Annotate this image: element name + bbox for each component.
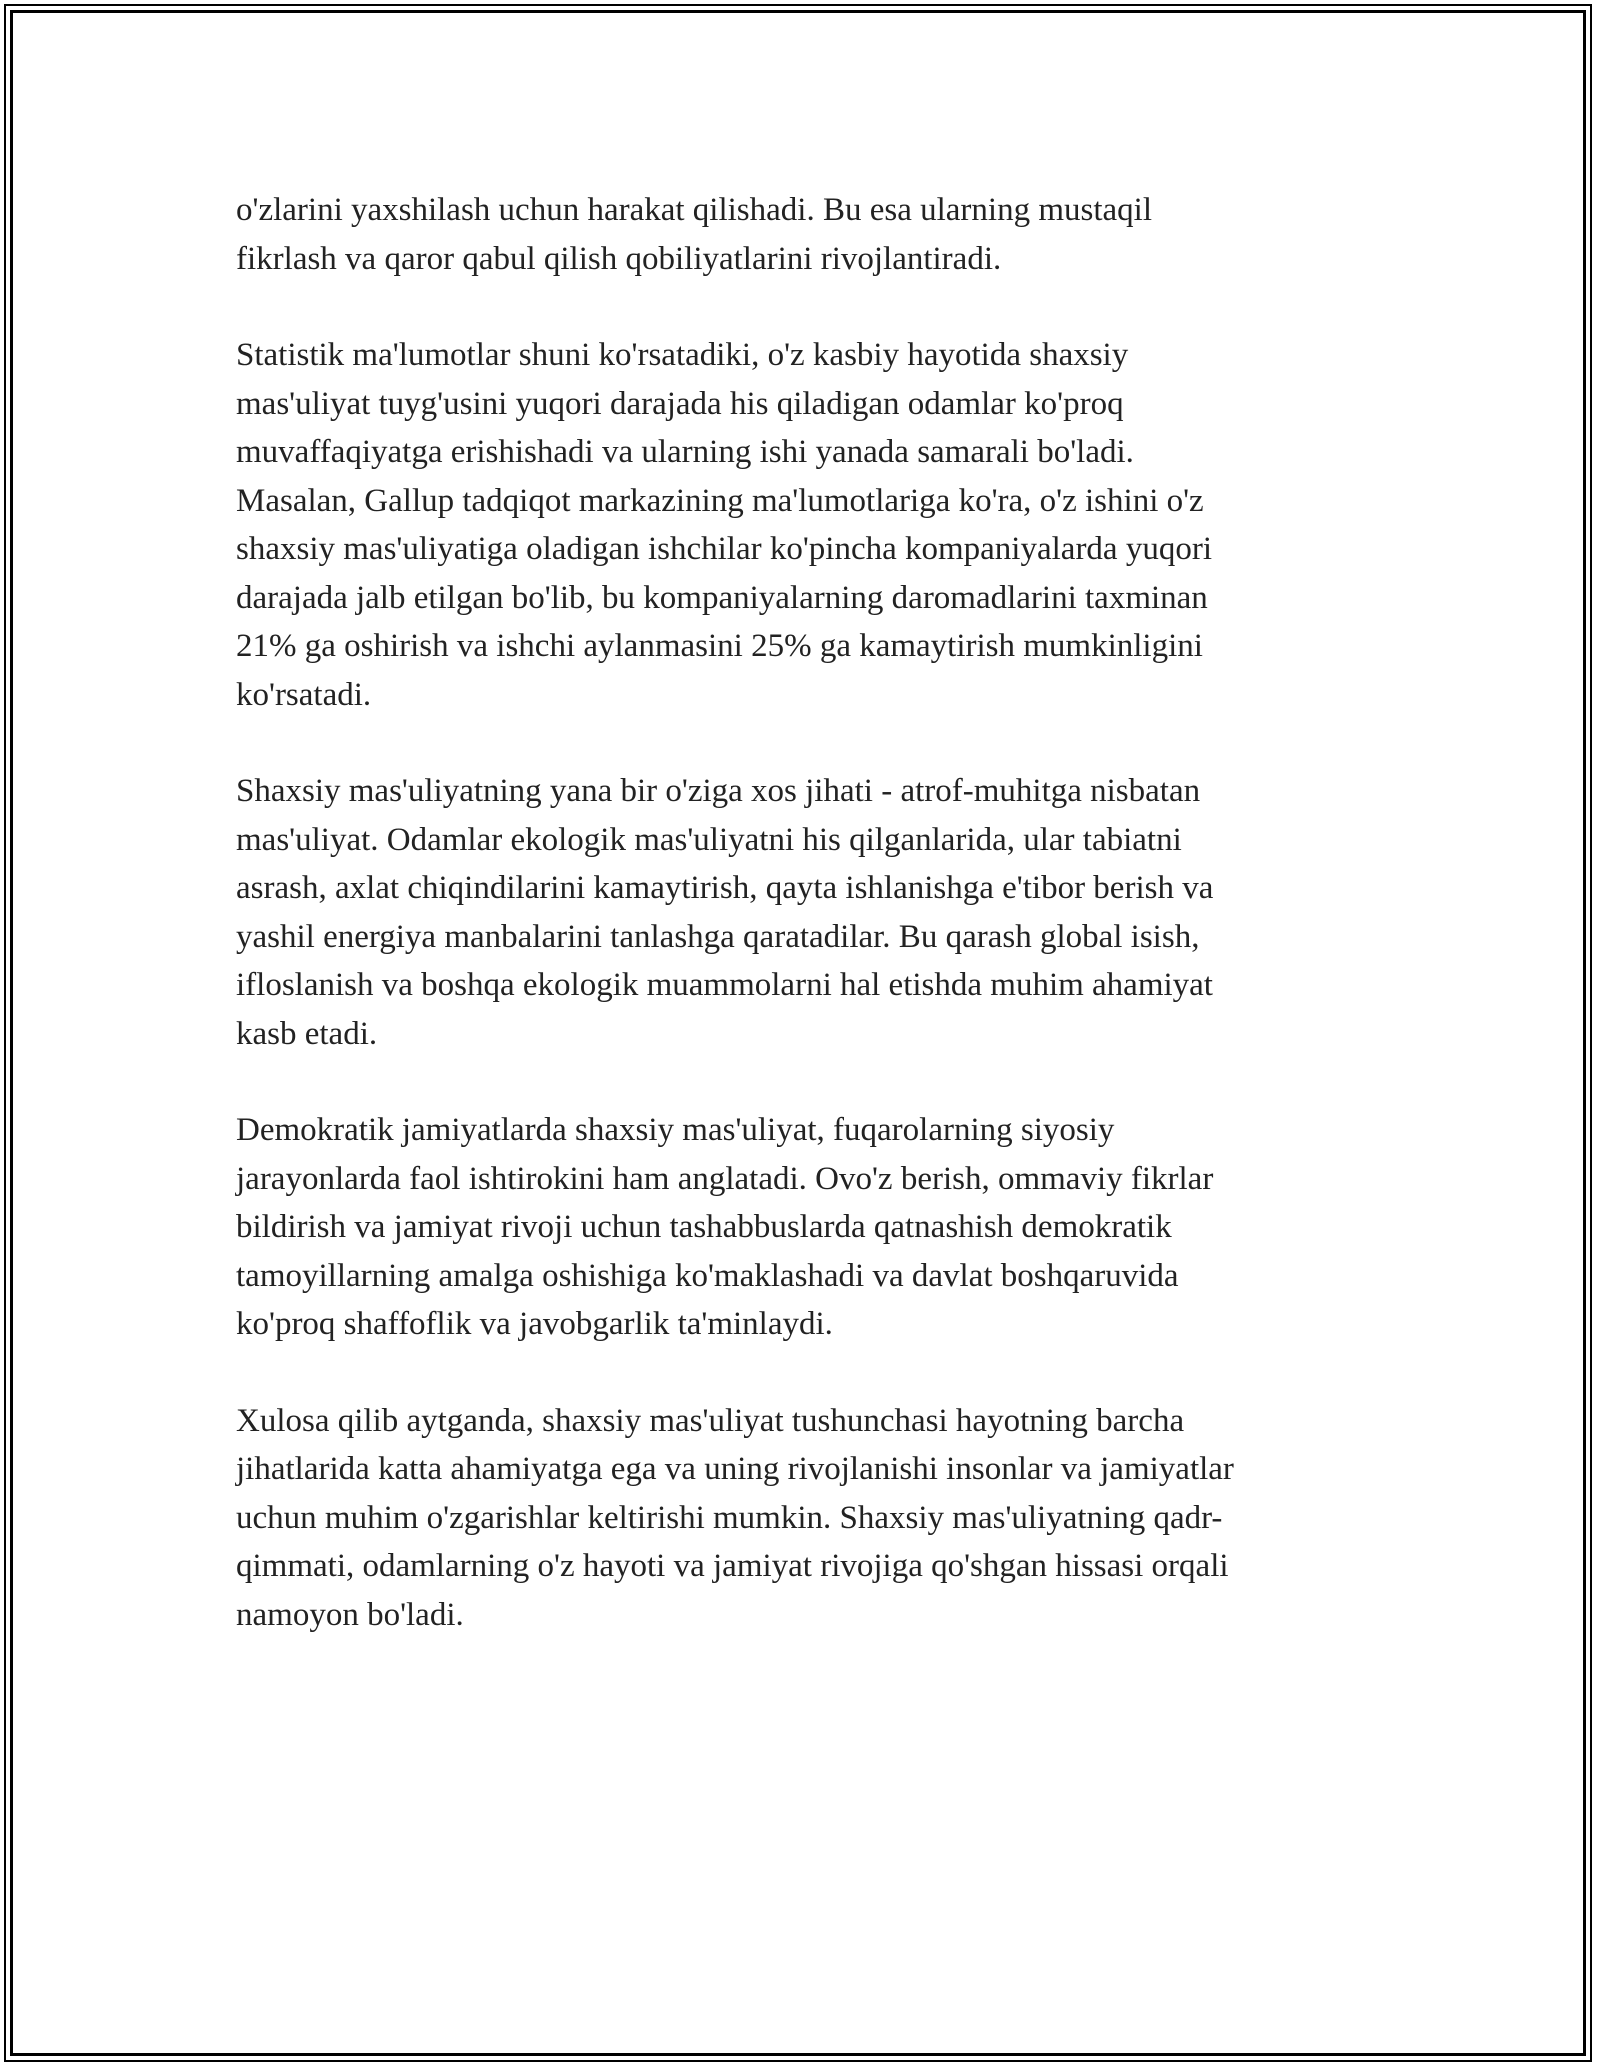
- text-line: namoyon bo'ladi.: [236, 1596, 464, 1633]
- text-line: 21% ga oshirish va ishchi aylanmasini 25% ga kamaytirish mumkinligini: [236, 628, 1203, 664]
- text-line: fikrlash va qaror qabul qilish qobiliyatlarini rivojlantiradi.: [236, 240, 1002, 277]
- text-line: bildirish va jamiyat rivoji uchun tashabbuslarda qatnashish demokratik: [236, 1209, 1172, 1245]
- text-line: o'zlarini yaxshilash uchun harakat qilishadi. Bu esa ularning mustaqil: [236, 192, 1152, 228]
- text-line: ko'rsatadi.: [236, 676, 372, 713]
- text-line: Xulosa qilib aytganda, shaxsiy mas'uliyat tushunchasi hayotning barcha: [236, 1402, 1185, 1439]
- text-line: shaxsiy mas'uliyatiga oladigan ishchilar ko'pincha kompaniyalarda yuqori: [236, 531, 1212, 567]
- paragraph-5: [236, 1397, 1356, 1640]
- paragraph-1: [236, 186, 1356, 283]
- text-line: tamoyillarning amalga oshishiga ko'maklashadi va davlat boshqaruvida: [236, 1257, 1179, 1294]
- paragraph-2: [236, 331, 1356, 719]
- document-body: [236, 186, 1356, 1687]
- text-line: jihatlarida katta ahamiyatga ega va uning rivojlanishi insonlar va jamiyatlar: [236, 1451, 1234, 1487]
- text-line: mas'uliyat. Odamlar ekologik mas'uliyatni his qilganlarida, ular tabiatni: [236, 821, 1182, 858]
- text-line: asrash, axlat chiqindilarini kamaytirish, qayta ishlanishga e'tibor berish va: [236, 870, 1214, 906]
- paragraph-4: [236, 1106, 1356, 1349]
- paragraph-3: [236, 767, 1356, 1058]
- text-line: jarayonlarda faol ishtirokini ham anglatadi. Ovo'z berish, ommaviy fikrlar: [236, 1160, 1214, 1197]
- text-line: Demokratik jamiyatlarda shaxsiy mas'uliyat, fuqarolarning siyosiy: [236, 1112, 1115, 1148]
- text-line: ko'proq shaffoflik va javobgarlik ta'minlaydi.: [236, 1306, 833, 1342]
- text-line: Shaxsiy mas'uliyatning yana bir o'ziga xos jihati - atrof-muhitga nisbatan: [236, 773, 1201, 809]
- text-line: qimmati, odamlarning o'z hayoti va jamiyat rivojiga qo'shgan hissasi orqali: [236, 1548, 1229, 1584]
- text-line: uchun muhim o'zgarishlar keltirishi mumkin. Shaxsiy mas'uliyatning qadr-: [236, 1499, 1223, 1536]
- text-line: ifloslanish va boshqa ekologik muammolarni hal etishda muhim ahamiyat: [236, 967, 1213, 1003]
- text-line: darajada jalb etilgan bo'lib, bu kompaniyalarning daromadlarini taxminan: [236, 579, 1208, 616]
- text-line: muvaffaqiyatga erishishadi va ularning ishi yanada samarali bo'ladi.: [236, 434, 1134, 470]
- text-line: yashil energiya manbalarini tanlashga qaratadilar. Bu qarash global isish,: [236, 918, 1200, 955]
- text-line: Masalan, Gallup tadqiqot markazining ma'lumotlariga ko'ra, o'z ishini o'z: [236, 482, 1204, 519]
- text-line: Statistik ma'lumotlar shuni ko'rsatadiki, o'z kasbiy hayotida shaxsiy: [236, 337, 1129, 373]
- text-line: mas'uliyat tuyg'usini yuqori darajada his qiladigan odamlar ko'proq: [236, 385, 1124, 422]
- text-line: kasb etadi.: [236, 1015, 378, 1052]
